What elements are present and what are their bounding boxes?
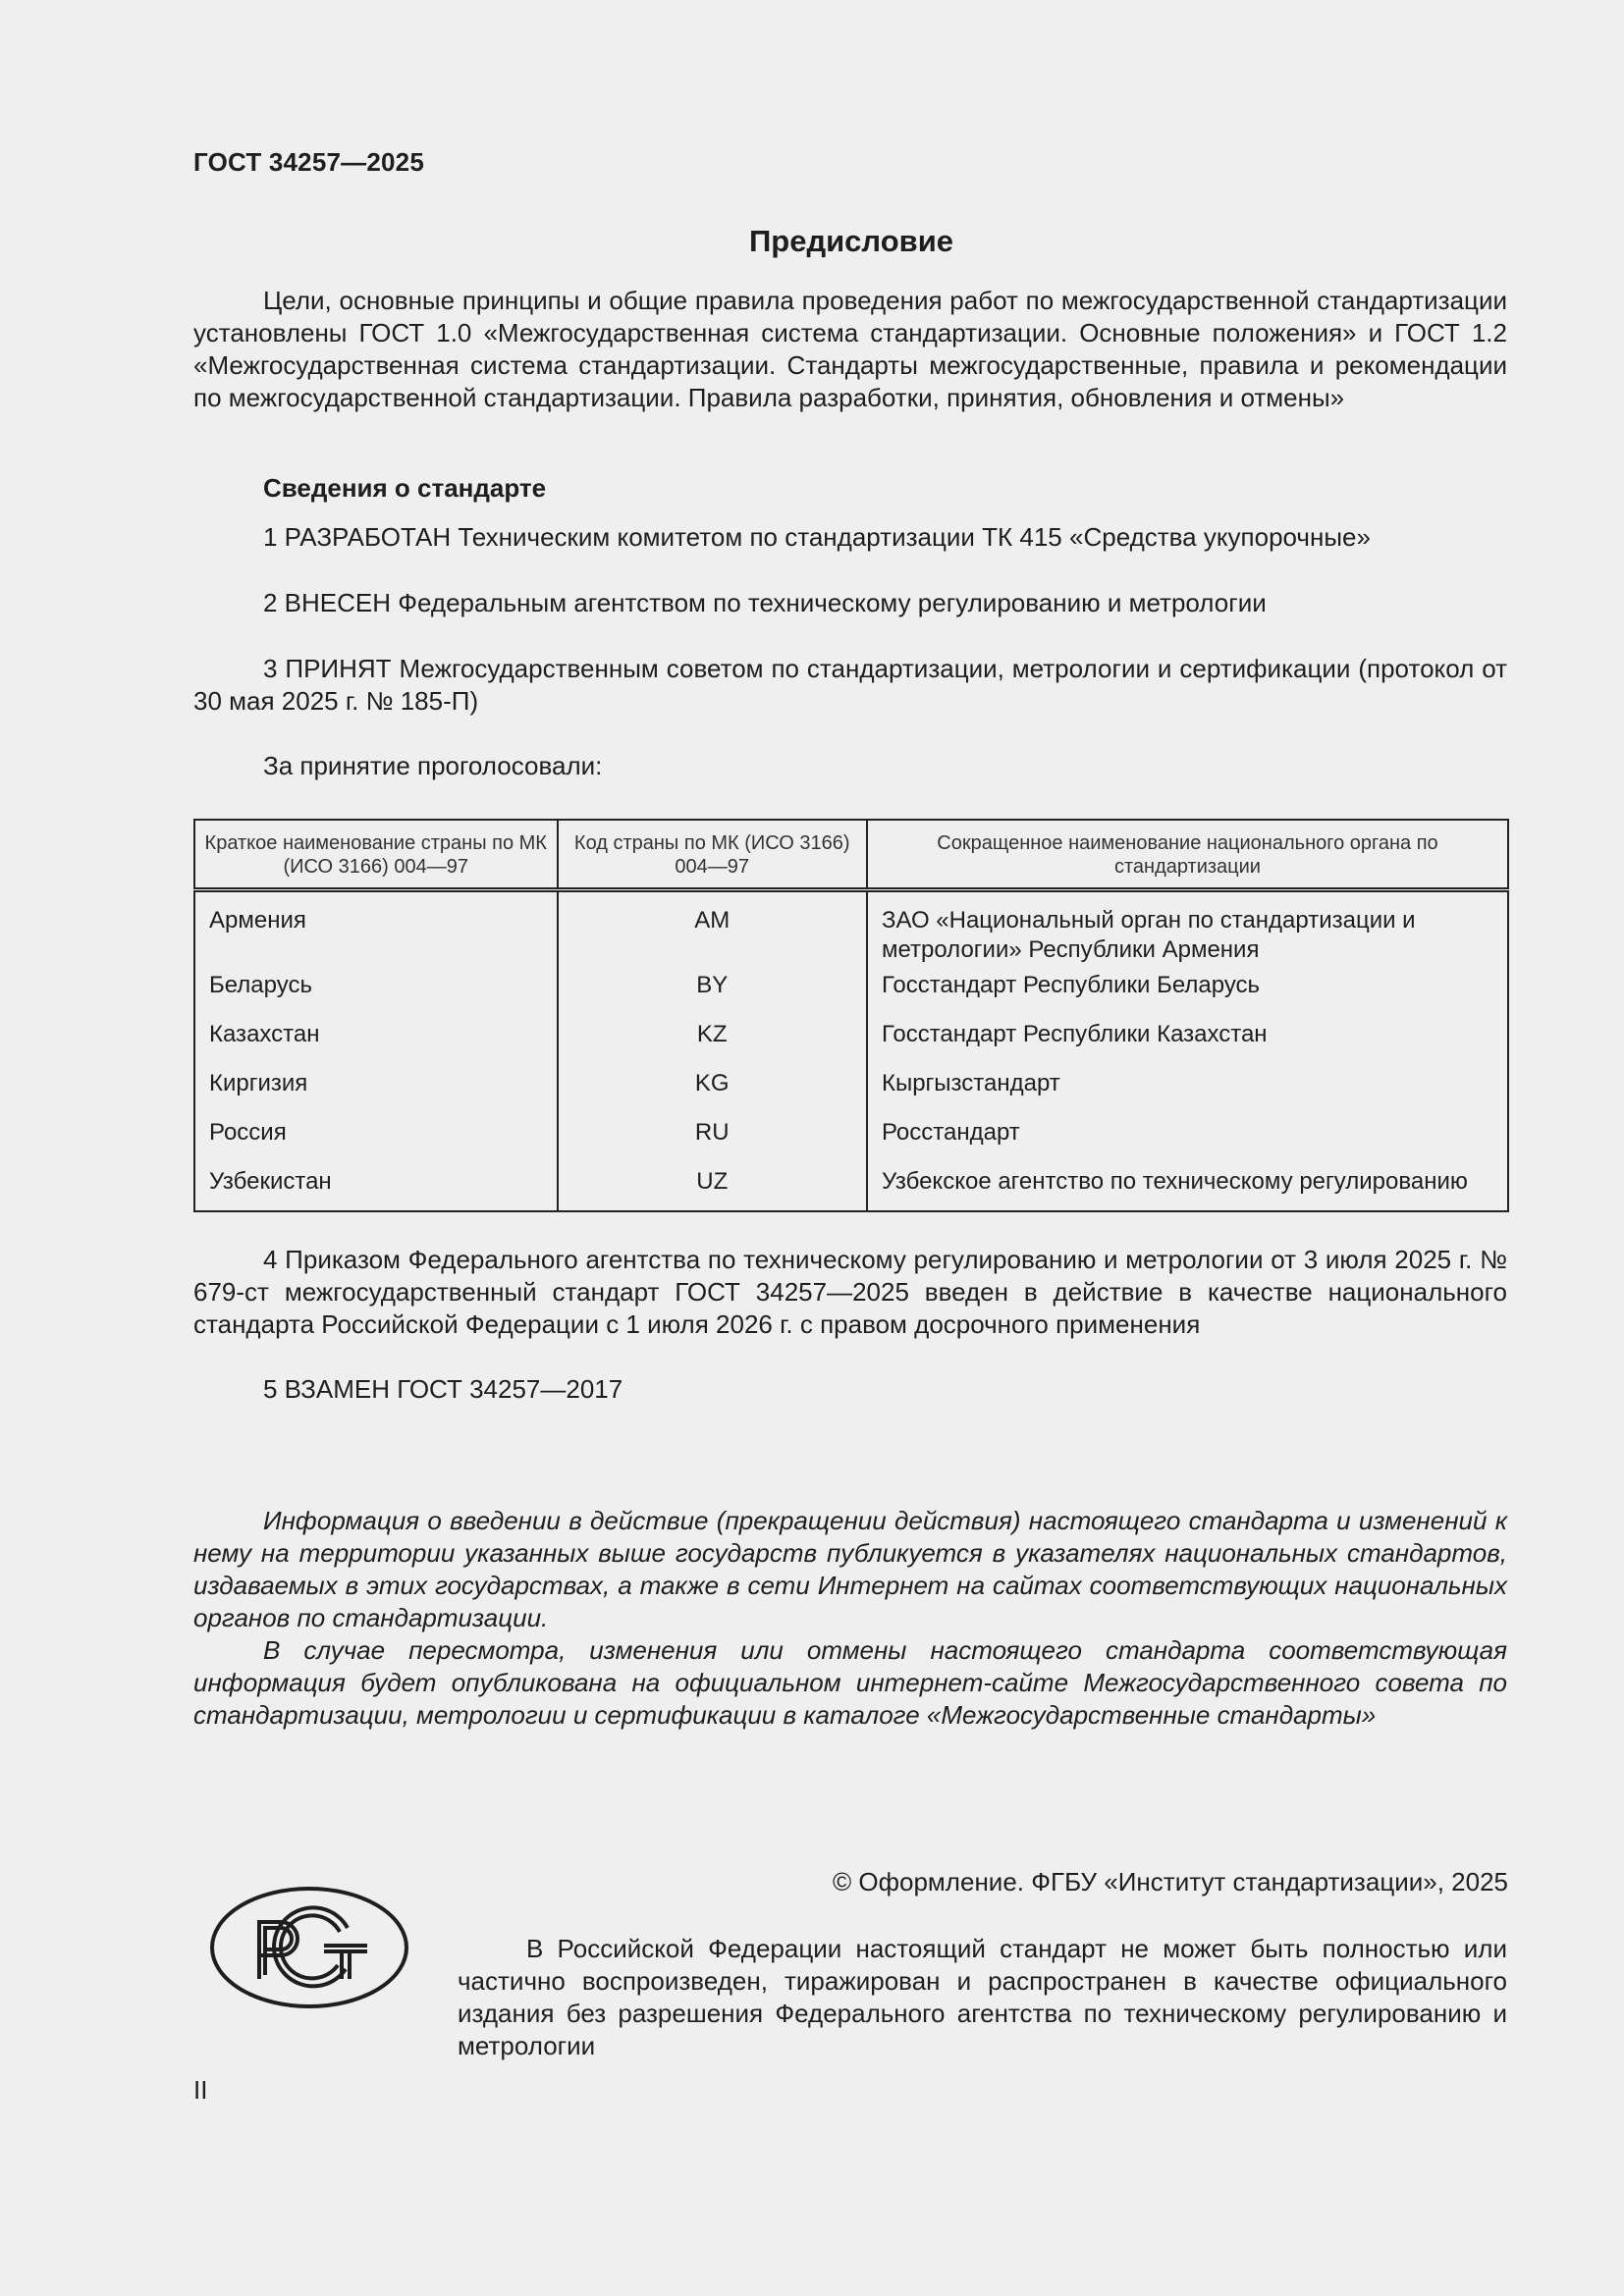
intro-paragraph: Цели, основные принципы и общие правила проведения работ по межгосударственной стандартизации установлены ГОСТ 1.0 «Межгосударственная система стандартизации. Основные положения» и ГОСТ 1.2 «Межгосударственная система стандартизации. Стандарты межгосударственные, правила и рекомендации по межгосударственной стандартизации. Правила разработки, принятия, обновления и отмены»	[193, 286, 1507, 412]
national-body: Кыргызстандарт	[867, 1069, 1508, 1118]
national-body: Госстандарт Республики Казахстан	[867, 1020, 1508, 1069]
voted-label: За принятие проголосовали:	[263, 751, 603, 780]
reproduction-notice: В Российской Федерации настоящий стандарт не может быть полностью или частично воспроизведен, тиражирован и распространен в качестве официального издания без разрешения Федерального агентства по техническому регулированию и метрологии	[458, 1934, 1507, 2060]
country-code: BY	[558, 971, 867, 1020]
notice-paragraph-1: Информация о введении в действие (прекращении действия) настоящего стандарта и изменений к нему на территории указанных выше государств публикуется в указателях национальных стандартов, издаваемых в этих государствах, а также в сети Интернет на сайтах соответствующих национальных органов по стандартизации.	[193, 1506, 1507, 1632]
page-title: Предисловие	[748, 224, 953, 258]
item-1: 1 РАЗРАБОТАН Техническим комитетом по стандартизации ТК 415 «Средства укупорочные»	[263, 522, 1371, 552]
rst-logo	[208, 1885, 410, 2015]
country-name: Россия	[194, 1118, 558, 1167]
table-row	[194, 1069, 1508, 1118]
national-body: Госстандарт Республики Беларусь	[867, 971, 1508, 1020]
voting-table	[193, 819, 1509, 1212]
country-code: AM	[558, 890, 867, 972]
copyright-line: © Оформление. ФГБУ «Институт стандартизации», 2025	[833, 1867, 1508, 1896]
country-name: Беларусь	[194, 971, 558, 1020]
country-code: KZ	[558, 1020, 867, 1069]
national-body: Узбекское агентство по техническому регулированию	[867, 1167, 1508, 1211]
country-name: Армения	[194, 890, 558, 972]
header-national-body: Сокращенное наименование национального органа по стандартизации	[867, 820, 1508, 890]
header-country-code: Код страны по МК (ИСО 3166) 004—97	[558, 820, 867, 890]
national-body: ЗАО «Национальный орган по стандартизации и метрологии» Республики Армения	[867, 890, 1508, 972]
item-2: 2 ВНЕСЕН Федеральным агентством по техническому регулированию и метрологии	[263, 588, 1267, 617]
table-row	[194, 1118, 1508, 1167]
info-heading: Сведения о стандарте	[263, 473, 547, 503]
national-body: Росстандарт	[867, 1118, 1508, 1167]
country-name: Казахстан	[194, 1020, 558, 1069]
page-number: II	[193, 2075, 208, 2105]
table-row	[194, 971, 1508, 1020]
item-4: 4 Приказом Федерального агентства по техническому регулированию и метрологии от 3 июля 2025 г. № 679-ст межгосударственный стандарт ГОСТ 34257—2025 введен в действие в качестве национального стандарта Российской Федерации с 1 июля 2026 г. с правом досрочного применения	[193, 1245, 1507, 1339]
table-row	[194, 890, 1508, 972]
country-name: Киргизия	[194, 1069, 558, 1118]
country-name: Узбекистан	[194, 1167, 558, 1211]
item-3: 3 ПРИНЯТ Межгосударственным советом по стандартизации, метрологии и сертификации (протокол от 30 мая 2025 г. № 185-П)	[193, 654, 1507, 716]
country-code: KG	[558, 1069, 867, 1118]
notice-paragraph-2: В случае пересмотра, изменения или отмены настоящего стандарта соответствующая информация будет опубликована на официальном интернет-сайте Межгосударственного совета по стандартизации, метрологии и сертификации в каталоге «Межгосударственные стандарты»	[193, 1635, 1507, 1730]
table-row	[194, 1167, 1508, 1211]
document-code: ГОСТ 34257—2025	[193, 147, 424, 177]
item-5: 5 ВЗАМЕН ГОСТ 34257—2017	[263, 1374, 623, 1404]
header-country-name: Краткое наименование страны по МК (ИСО 3166) 004—97	[194, 820, 558, 890]
country-code: RU	[558, 1118, 867, 1167]
table-header-row	[194, 820, 1508, 890]
country-code: UZ	[558, 1167, 867, 1211]
table-row	[194, 1020, 1508, 1069]
